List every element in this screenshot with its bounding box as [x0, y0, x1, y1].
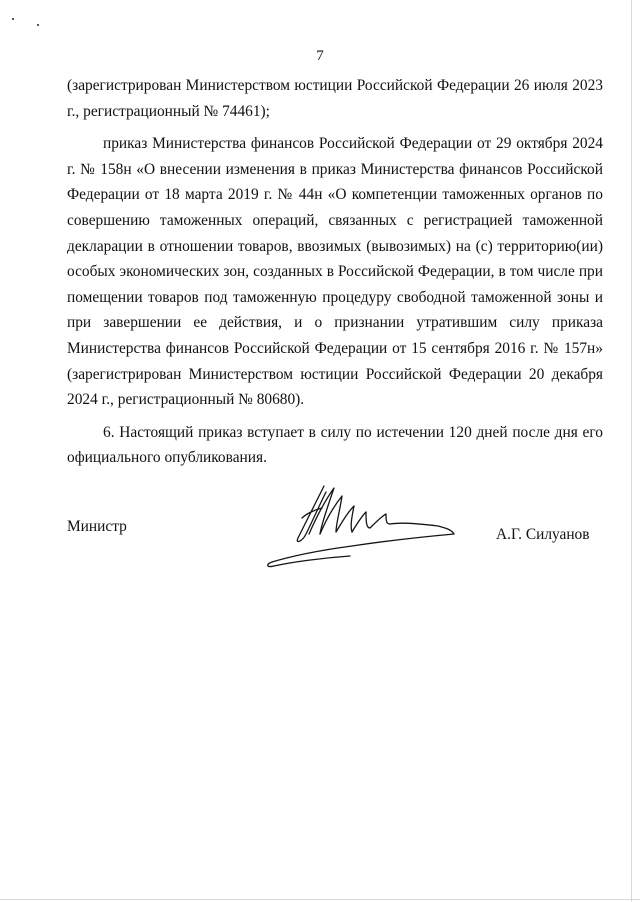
- signatory-position: Министр: [67, 518, 127, 535]
- paragraph-order-158n: приказ Министерства финансов Российской Федерации от 29 октября 2024 г. № 158н «О внесении изменения в приказ Министерства финансов Российской Федерации от 18 марта 2019 г. № 44н «О компетенции таможенных органов по совершению таможенных операций, связанных с регистрацией таможенной декларации в отношении товаров, ввозимых (вывозимых) на (с) территорию(ии) особых экономических зон, созданных в Российской Федерации, в том числе при помещении товаров под таможенную процедуру свободной таможенной зоны и при завершении ее действия, и о признании утратившим силу приказа Министерства финансов Российской Федерации от 15 сентября 2016 г. № 157н» (зарегистрирован Министерством юстиции Российской Федерации 20 декабря 2024 г., регистрационный № 80680).: [67, 135, 603, 409]
- scan-speck: [37, 24, 39, 26]
- handwritten-signature-icon: [262, 478, 462, 570]
- signatory-name: А.Г. Силуанов: [496, 526, 590, 543]
- page-number: 7: [316, 48, 324, 64]
- paragraph-effective-date: 6. Настоящий приказ вступает в силу по истечении 120 дней после дня его официального опубликования.: [67, 423, 603, 467]
- scan-edge-bottom: [0, 899, 640, 900]
- document-body: [67, 73, 603, 478]
- scan-speck: [12, 18, 14, 20]
- paragraph-registration-2023: (зарегистрирован Министерством юстиции Российской Федерации 26 июля 2023 г., регистрационный № 74461);: [67, 77, 603, 120]
- scan-edge-right: [631, 0, 632, 902]
